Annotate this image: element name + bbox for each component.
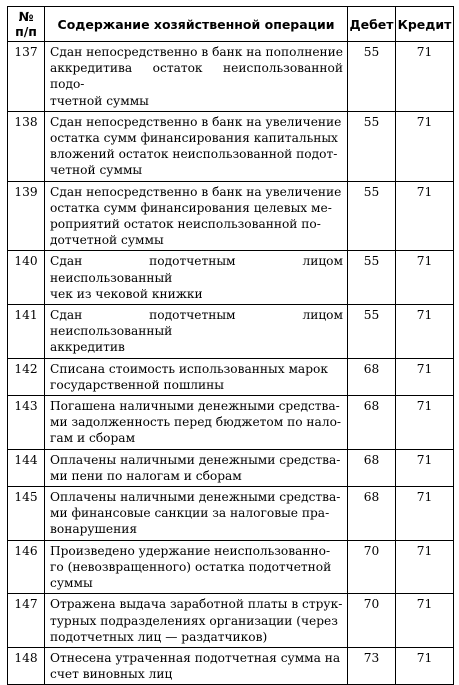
debit-account: 70 [348, 540, 396, 594]
table-row [8, 487, 454, 541]
description-line: Сдан непосредственно в банк на пополнение [50, 45, 344, 59]
row-number: 139 [8, 181, 45, 251]
description-line: Оплачены наличными денежными средства- [50, 452, 341, 467]
row-number: 138 [8, 111, 45, 181]
description-line: государственной пошлины [50, 377, 224, 392]
description-line: суммы [50, 576, 93, 591]
debit-account: 68 [348, 396, 396, 450]
description-line: остатка сумм финансирования капитальных [50, 131, 338, 146]
description-line: Погашена наличными денежными средства- [50, 399, 340, 414]
credit-account: 71 [396, 540, 454, 594]
description-line: гам и сборам [50, 431, 136, 446]
credit-account: 71 [396, 358, 454, 395]
table-body [8, 42, 454, 685]
credit-account: 71 [396, 396, 454, 450]
description-line: ми пени по налогам и сборам [50, 468, 242, 483]
description-line: тчетной суммы [50, 93, 149, 108]
table-row [8, 305, 454, 359]
debit-account: 70 [348, 594, 396, 648]
credit-account: 71 [396, 594, 454, 648]
operation-description [45, 251, 348, 305]
description-line: ми задолженность перед бюджетом по нало- [50, 415, 342, 430]
credit-account: 71 [396, 487, 454, 541]
table-row [8, 594, 454, 648]
debit-account: 68 [348, 449, 396, 486]
description-line: роприятий остаток неиспользованной по- [50, 217, 321, 232]
operation-description [45, 111, 348, 181]
table-row [8, 396, 454, 450]
description-line: Списана стоимость использованных марок [50, 361, 328, 376]
description-line: аккредитива остаток неиспользованной подо- [50, 61, 343, 92]
debit-account: 68 [348, 487, 396, 541]
debit-account: 68 [348, 358, 396, 395]
table-row [8, 181, 454, 251]
row-number: 144 [8, 449, 45, 486]
table-row [8, 647, 454, 684]
debit-account: 73 [348, 647, 396, 684]
operations-table-container [7, 6, 453, 685]
description-line: аккредитив [50, 340, 125, 355]
description-line: Сдан непосредственно в банк на увеличение [50, 114, 342, 129]
operation-description [45, 540, 348, 594]
operation-description [45, 396, 348, 450]
credit-account: 71 [396, 251, 454, 305]
header-row [8, 7, 454, 42]
table-row [8, 540, 454, 594]
header-debit: Дебет [348, 7, 396, 42]
row-number: 148 [8, 647, 45, 684]
description-line: го (невозвращенного) остатка подотчетной [50, 559, 332, 574]
description-line: Отражена выдача заработной платы в струк- [50, 597, 343, 612]
description-line: Сдан непосредственно в банк на увеличение [50, 184, 342, 199]
description-line: ми финансовые санкции за налоговые пра- [50, 506, 330, 521]
description-line: вонарушения [50, 522, 138, 537]
table-row [8, 251, 454, 305]
table-row [8, 42, 454, 112]
header-description: Содержание хозяйственной операции [45, 7, 348, 42]
row-number: 143 [8, 396, 45, 450]
description-line: чек из чековой книжки [50, 286, 203, 301]
debit-account: 55 [348, 111, 396, 181]
row-number: 145 [8, 487, 45, 541]
operation-description [45, 42, 348, 112]
description-line: Отнесена утраченная подотчетная сумма на [50, 650, 341, 665]
description-line: четной суммы [50, 163, 143, 178]
debit-account: 55 [348, 42, 396, 112]
table-header [8, 7, 454, 42]
credit-account: 71 [396, 111, 454, 181]
credit-account: 71 [396, 181, 454, 251]
description-line: дотчетной суммы [50, 233, 164, 248]
row-number: 141 [8, 305, 45, 359]
description-line: вложений остаток неиспользованной подот- [50, 147, 338, 162]
operation-description [45, 647, 348, 684]
operation-description [45, 449, 348, 486]
table-row [8, 111, 454, 181]
row-number: 146 [8, 540, 45, 594]
table-row [8, 449, 454, 486]
row-number: 142 [8, 358, 45, 395]
debit-account: 55 [348, 305, 396, 359]
credit-account: 71 [396, 305, 454, 359]
row-number: 147 [8, 594, 45, 648]
description-line: Сдан подотчетным лицом неиспользованный [50, 254, 343, 285]
table-row [8, 358, 454, 395]
description-line: Произведено удержание неиспользованно- [50, 543, 331, 558]
description-line: подотчетных лиц — раздатчиков) [50, 629, 268, 644]
operation-description [45, 594, 348, 648]
credit-account: 71 [396, 42, 454, 112]
description-line: счет виновных лиц [50, 667, 173, 682]
row-number: 137 [8, 42, 45, 112]
row-number: 140 [8, 251, 45, 305]
description-line: Сдан подотчетным лицом неиспользованный [50, 308, 343, 339]
header-credit: Кредит [396, 7, 454, 42]
credit-account: 71 [396, 449, 454, 486]
operation-description [45, 305, 348, 359]
debit-account: 55 [348, 251, 396, 305]
credit-account: 71 [396, 647, 454, 684]
debit-account: 55 [348, 181, 396, 251]
operation-description [45, 358, 348, 395]
description-line: турных подразделениях организации (через [50, 613, 338, 628]
description-line: Оплачены наличными денежными средства- [50, 490, 341, 505]
operations-table [7, 6, 454, 685]
operation-description [45, 181, 348, 251]
operation-description [45, 487, 348, 541]
description-line: остатка сумм финансирования целевых ме- [50, 200, 332, 215]
header-num: № п/п [8, 7, 45, 42]
